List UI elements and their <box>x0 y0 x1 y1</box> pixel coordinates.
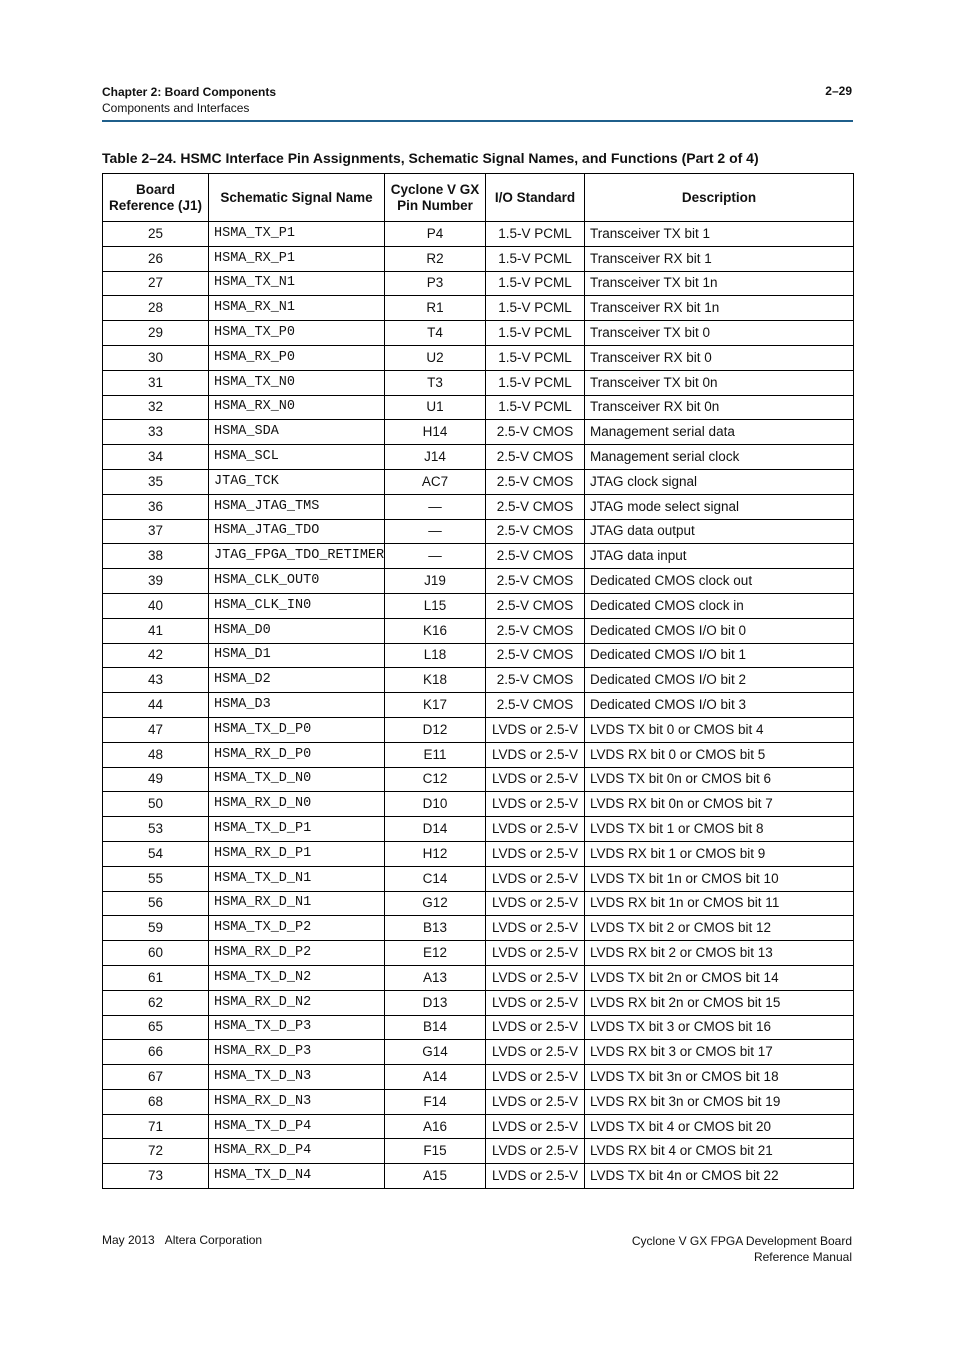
cell-pin-number: P4 <box>385 222 486 247</box>
table-row <box>103 1139 854 1164</box>
cell-pin-number: K16 <box>385 618 486 643</box>
col-header-board-ref-line1: Board <box>135 181 175 197</box>
cell-description: LVDS TX bit 4n or CMOS bit 22 <box>585 1164 854 1189</box>
table-row <box>103 618 854 643</box>
cell-signal-name: HSMA_JTAG_TDO <box>209 519 385 544</box>
table-row <box>103 990 854 1015</box>
cell-pin-number: L15 <box>385 593 486 618</box>
table-row <box>103 1164 854 1189</box>
footer-doc-type: Reference Manual <box>753 1250 852 1264</box>
cell-pin-number: F14 <box>385 1089 486 1114</box>
cell-signal-name: HSMA_TX_D_P2 <box>209 916 385 941</box>
cell-board-ref: 65 <box>103 1015 209 1040</box>
table-row <box>103 420 854 445</box>
cell-pin-number: — <box>385 519 486 544</box>
cell-signal-name: HSMA_D3 <box>209 693 385 718</box>
cell-io-standard: 1.5-V PCML <box>486 345 585 370</box>
cell-description: JTAG clock signal <box>585 469 854 494</box>
cell-signal-name: HSMA_RX_P1 <box>209 246 385 271</box>
cell-board-ref: 55 <box>103 866 209 891</box>
cell-pin-number: F15 <box>385 1139 486 1164</box>
cell-signal-name: HSMA_RX_N0 <box>209 395 385 420</box>
cell-board-ref: 62 <box>103 990 209 1015</box>
cell-description: Management serial clock <box>585 445 854 470</box>
cell-pin-number: H12 <box>385 841 486 866</box>
table-row <box>103 1040 854 1065</box>
cell-signal-name: HSMA_TX_D_P4 <box>209 1114 385 1139</box>
cell-io-standard: LVDS or 2.5-V <box>486 742 585 767</box>
cell-pin-number: E12 <box>385 941 486 966</box>
cell-board-ref: 40 <box>103 593 209 618</box>
cell-io-standard: LVDS or 2.5-V <box>486 1114 585 1139</box>
running-header <box>102 84 276 116</box>
cell-pin-number: P3 <box>385 271 486 296</box>
cell-io-standard: 2.5-V CMOS <box>486 519 585 544</box>
cell-io-standard: 2.5-V CMOS <box>486 593 585 618</box>
table-header-row <box>103 174 854 222</box>
cell-description: Dedicated CMOS clock in <box>585 593 854 618</box>
table-row <box>103 1015 854 1040</box>
cell-signal-name: HSMA_RX_D_P0 <box>209 742 385 767</box>
cell-board-ref: 61 <box>103 965 209 990</box>
cell-io-standard: LVDS or 2.5-V <box>486 1164 585 1189</box>
cell-board-ref: 72 <box>103 1139 209 1164</box>
table-row <box>103 1089 854 1114</box>
table-row <box>103 246 854 271</box>
cell-signal-name: HSMA_RX_D_N3 <box>209 1089 385 1114</box>
cell-pin-number: A13 <box>385 965 486 990</box>
cell-description: Transceiver RX bit 1n <box>585 296 854 321</box>
cell-signal-name: HSMA_D0 <box>209 618 385 643</box>
cell-board-ref: 68 <box>103 1089 209 1114</box>
cell-signal-name: HSMA_TX_D_P1 <box>209 817 385 842</box>
table-row <box>103 817 854 842</box>
cell-description: Dedicated CMOS clock out <box>585 569 854 594</box>
cell-pin-number: G14 <box>385 1040 486 1065</box>
table-row <box>103 941 854 966</box>
cell-signal-name: HSMA_SDA <box>209 420 385 445</box>
cell-board-ref: 48 <box>103 742 209 767</box>
table-row <box>103 370 854 395</box>
cell-signal-name: HSMA_RX_D_P2 <box>209 941 385 966</box>
cell-io-standard: LVDS or 2.5-V <box>486 767 585 792</box>
cell-description: LVDS RX bit 3 or CMOS bit 17 <box>585 1040 854 1065</box>
table-row <box>103 693 854 718</box>
cell-pin-number: D13 <box>385 990 486 1015</box>
cell-io-standard: 2.5-V CMOS <box>486 544 585 569</box>
table-row <box>103 395 854 420</box>
cell-description: Dedicated CMOS I/O bit 1 <box>585 643 854 668</box>
cell-signal-name: HSMA_RX_D_P1 <box>209 841 385 866</box>
cell-board-ref: 43 <box>103 668 209 693</box>
cell-signal-name: HSMA_RX_N1 <box>209 296 385 321</box>
cell-description: Transceiver TX bit 0 <box>585 321 854 346</box>
table-row <box>103 222 854 247</box>
cell-description: LVDS TX bit 0n or CMOS bit 6 <box>585 767 854 792</box>
cell-signal-name: HSMA_RX_D_P4 <box>209 1139 385 1164</box>
cell-io-standard: LVDS or 2.5-V <box>486 1089 585 1114</box>
table-row <box>103 569 854 594</box>
table-row <box>103 296 854 321</box>
cell-io-standard: 2.5-V CMOS <box>486 668 585 693</box>
table-row <box>103 1065 854 1090</box>
cell-description: LVDS TX bit 1n or CMOS bit 10 <box>585 866 854 891</box>
footer-right <box>632 1233 852 1265</box>
cell-io-standard: LVDS or 2.5-V <box>486 1015 585 1040</box>
cell-io-standard: 1.5-V PCML <box>486 370 585 395</box>
cell-pin-number: C12 <box>385 767 486 792</box>
cell-description: Dedicated CMOS I/O bit 2 <box>585 668 854 693</box>
cell-pin-number: D12 <box>385 717 486 742</box>
table-row <box>103 445 854 470</box>
cell-description: JTAG mode select signal <box>585 494 854 519</box>
footer-doc-title: Cyclone V GX FPGA Development Board <box>631 1234 852 1248</box>
table-row <box>103 792 854 817</box>
cell-pin-number: T4 <box>385 321 486 346</box>
cell-description: LVDS RX bit 0n or CMOS bit 7 <box>585 792 854 817</box>
cell-signal-name: HSMA_TX_D_N4 <box>209 1164 385 1189</box>
col-header-io-standard: I/O Standard <box>486 174 585 222</box>
col-header-pin-line1: Cyclone V GX <box>390 181 480 197</box>
cell-board-ref: 56 <box>103 891 209 916</box>
footer-left <box>102 1233 262 1247</box>
cell-pin-number: J14 <box>385 445 486 470</box>
cell-io-standard: LVDS or 2.5-V <box>486 866 585 891</box>
cell-board-ref: 44 <box>103 693 209 718</box>
table-row <box>103 345 854 370</box>
cell-board-ref: 25 <box>103 222 209 247</box>
cell-io-standard: 2.5-V CMOS <box>486 693 585 718</box>
cell-board-ref: 50 <box>103 792 209 817</box>
cell-board-ref: 60 <box>103 941 209 966</box>
cell-board-ref: 27 <box>103 271 209 296</box>
cell-description: Transceiver TX bit 1n <box>585 271 854 296</box>
cell-description: LVDS RX bit 3n or CMOS bit 19 <box>585 1089 854 1114</box>
cell-signal-name: HSMA_TX_D_N1 <box>209 866 385 891</box>
cell-io-standard: 1.5-V PCML <box>486 246 585 271</box>
cell-description: LVDS TX bit 4 or CMOS bit 20 <box>585 1114 854 1139</box>
col-header-description: Description <box>585 174 854 222</box>
cell-board-ref: 49 <box>103 767 209 792</box>
cell-signal-name: HSMA_TX_N1 <box>209 271 385 296</box>
cell-board-ref: 32 <box>103 395 209 420</box>
cell-pin-number: R2 <box>385 246 486 271</box>
cell-description: LVDS TX bit 3 or CMOS bit 16 <box>585 1015 854 1040</box>
cell-io-standard: LVDS or 2.5-V <box>486 990 585 1015</box>
cell-board-ref: 53 <box>103 817 209 842</box>
cell-board-ref: 42 <box>103 643 209 668</box>
cell-pin-number: D14 <box>385 817 486 842</box>
header-rule <box>102 120 853 122</box>
table-row <box>103 271 854 296</box>
cell-pin-number: A15 <box>385 1164 486 1189</box>
cell-signal-name: HSMA_RX_D_P3 <box>209 1040 385 1065</box>
cell-signal-name: HSMA_RX_P0 <box>209 345 385 370</box>
col-header-signal: Schematic Signal Name <box>209 174 385 222</box>
table-row <box>103 866 854 891</box>
cell-board-ref: 71 <box>103 1114 209 1139</box>
cell-description: LVDS TX bit 1 or CMOS bit 8 <box>585 817 854 842</box>
cell-board-ref: 28 <box>103 296 209 321</box>
table-row <box>103 767 854 792</box>
cell-io-standard: 2.5-V CMOS <box>486 469 585 494</box>
cell-description: Transceiver RX bit 1 <box>585 246 854 271</box>
cell-io-standard: 1.5-V PCML <box>486 296 585 321</box>
cell-pin-number: AC7 <box>385 469 486 494</box>
cell-pin-number: L18 <box>385 643 486 668</box>
cell-signal-name: HSMA_TX_D_N3 <box>209 1065 385 1090</box>
table-row <box>103 593 854 618</box>
cell-board-ref: 41 <box>103 618 209 643</box>
table-row <box>103 717 854 742</box>
cell-pin-number: R1 <box>385 296 486 321</box>
cell-signal-name: HSMA_CLK_OUT0 <box>209 569 385 594</box>
cell-io-standard: 1.5-V PCML <box>486 321 585 346</box>
cell-description: Transceiver TX bit 1 <box>585 222 854 247</box>
cell-pin-number: K17 <box>385 693 486 718</box>
page-number: 2–29 <box>825 84 852 98</box>
cell-signal-name: HSMA_SCL <box>209 445 385 470</box>
cell-description: JTAG data output <box>585 519 854 544</box>
cell-board-ref: 26 <box>103 246 209 271</box>
cell-io-standard: LVDS or 2.5-V <box>486 1040 585 1065</box>
cell-board-ref: 39 <box>103 569 209 594</box>
cell-io-standard: LVDS or 2.5-V <box>486 817 585 842</box>
cell-pin-number: C14 <box>385 866 486 891</box>
cell-io-standard: LVDS or 2.5-V <box>486 1065 585 1090</box>
table-row <box>103 965 854 990</box>
cell-io-standard: LVDS or 2.5-V <box>486 965 585 990</box>
section-title: Components and Interfaces <box>102 101 250 115</box>
cell-board-ref: 59 <box>103 916 209 941</box>
cell-description: LVDS RX bit 2n or CMOS bit 15 <box>585 990 854 1015</box>
cell-board-ref: 73 <box>103 1164 209 1189</box>
cell-pin-number: T3 <box>385 370 486 395</box>
cell-description: LVDS TX bit 3n or CMOS bit 18 <box>585 1065 854 1090</box>
cell-description: Management serial data <box>585 420 854 445</box>
table-row <box>103 321 854 346</box>
table-row <box>103 916 854 941</box>
cell-pin-number: B14 <box>385 1015 486 1040</box>
cell-pin-number: D10 <box>385 792 486 817</box>
cell-pin-number: U2 <box>385 345 486 370</box>
table-row <box>103 1114 854 1139</box>
col-header-board-ref <box>103 174 209 222</box>
cell-description: LVDS RX bit 2 or CMOS bit 13 <box>585 941 854 966</box>
cell-io-standard: 2.5-V CMOS <box>486 445 585 470</box>
cell-pin-number: A16 <box>385 1114 486 1139</box>
cell-board-ref: 31 <box>103 370 209 395</box>
cell-description: LVDS RX bit 4 or CMOS bit 21 <box>585 1139 854 1164</box>
table-caption: Table 2–24. HSMC Interface Pin Assignments, Schematic Signal Names, and Functions (Part 2 of 4) <box>102 150 759 166</box>
cell-io-standard: LVDS or 2.5-V <box>486 941 585 966</box>
cell-io-standard: LVDS or 2.5-V <box>486 1139 585 1164</box>
cell-signal-name: HSMA_CLK_IN0 <box>209 593 385 618</box>
cell-signal-name: HSMA_D2 <box>209 668 385 693</box>
table-row <box>103 519 854 544</box>
cell-io-standard: 2.5-V CMOS <box>486 569 585 594</box>
cell-pin-number: — <box>385 494 486 519</box>
cell-signal-name: HSMA_RX_D_N0 <box>209 792 385 817</box>
cell-description: LVDS TX bit 0 or CMOS bit 4 <box>585 717 854 742</box>
cell-board-ref: 29 <box>103 321 209 346</box>
cell-signal-name: HSMA_RX_D_N2 <box>209 990 385 1015</box>
cell-signal-name: HSMA_TX_P1 <box>209 222 385 247</box>
cell-signal-name: HSMA_TX_D_N0 <box>209 767 385 792</box>
cell-board-ref: 54 <box>103 841 209 866</box>
cell-signal-name: JTAG_TCK <box>209 469 385 494</box>
table-row <box>103 841 854 866</box>
cell-pin-number: H14 <box>385 420 486 445</box>
cell-board-ref: 33 <box>103 420 209 445</box>
table-row <box>103 668 854 693</box>
cell-description: LVDS TX bit 2n or CMOS bit 14 <box>585 965 854 990</box>
cell-pin-number: G12 <box>385 891 486 916</box>
cell-signal-name: JTAG_FPGA_TDO_RETIMER <box>209 544 385 569</box>
cell-board-ref: 66 <box>103 1040 209 1065</box>
cell-pin-number: K18 <box>385 668 486 693</box>
col-header-board-ref-line2: Reference (J1) <box>108 197 203 213</box>
cell-board-ref: 47 <box>103 717 209 742</box>
cell-signal-name: HSMA_JTAG_TMS <box>209 494 385 519</box>
pin-assignment-table <box>102 173 854 1189</box>
cell-board-ref: 37 <box>103 519 209 544</box>
table-row <box>103 544 854 569</box>
chapter-title: Chapter 2: Board Components <box>102 85 277 99</box>
cell-signal-name: HSMA_TX_N0 <box>209 370 385 395</box>
col-header-pin-line2: Pin Number <box>397 197 473 213</box>
cell-io-standard: 2.5-V CMOS <box>486 494 585 519</box>
cell-signal-name: HSMA_RX_D_N1 <box>209 891 385 916</box>
cell-pin-number: E11 <box>385 742 486 767</box>
cell-signal-name: HSMA_D1 <box>209 643 385 668</box>
cell-pin-number: B13 <box>385 916 486 941</box>
table-row <box>103 891 854 916</box>
cell-board-ref: 30 <box>103 345 209 370</box>
table-body <box>103 222 854 1189</box>
cell-io-standard: LVDS or 2.5-V <box>486 792 585 817</box>
cell-io-standard: LVDS or 2.5-V <box>486 891 585 916</box>
cell-description: LVDS RX bit 1 or CMOS bit 9 <box>585 841 854 866</box>
cell-io-standard: 1.5-V PCML <box>486 222 585 247</box>
cell-io-standard: LVDS or 2.5-V <box>486 717 585 742</box>
cell-io-standard: 1.5-V PCML <box>486 271 585 296</box>
cell-io-standard: 2.5-V CMOS <box>486 618 585 643</box>
cell-pin-number: U1 <box>385 395 486 420</box>
cell-description: Dedicated CMOS I/O bit 3 <box>585 693 854 718</box>
cell-board-ref: 35 <box>103 469 209 494</box>
cell-io-standard: 2.5-V CMOS <box>486 420 585 445</box>
cell-description: LVDS RX bit 1n or CMOS bit 11 <box>585 891 854 916</box>
cell-board-ref: 36 <box>103 494 209 519</box>
cell-description: Transceiver TX bit 0n <box>585 370 854 395</box>
cell-description: LVDS TX bit 2 or CMOS bit 12 <box>585 916 854 941</box>
table-row <box>103 742 854 767</box>
col-header-pin <box>385 174 486 222</box>
table-row <box>103 643 854 668</box>
cell-description: Transceiver RX bit 0n <box>585 395 854 420</box>
cell-io-standard: LVDS or 2.5-V <box>486 916 585 941</box>
cell-signal-name: HSMA_TX_P0 <box>209 321 385 346</box>
cell-io-standard: LVDS or 2.5-V <box>486 841 585 866</box>
cell-description: JTAG data input <box>585 544 854 569</box>
footer-date: May 2013 <box>102 1233 155 1247</box>
cell-board-ref: 38 <box>103 544 209 569</box>
footer-company: Altera Corporation <box>164 1233 263 1247</box>
cell-description: Dedicated CMOS I/O bit 0 <box>585 618 854 643</box>
cell-pin-number: J19 <box>385 569 486 594</box>
cell-description: LVDS RX bit 0 or CMOS bit 5 <box>585 742 854 767</box>
cell-board-ref: 67 <box>103 1065 209 1090</box>
cell-pin-number: — <box>385 544 486 569</box>
cell-io-standard: 1.5-V PCML <box>486 395 585 420</box>
cell-pin-number: A14 <box>385 1065 486 1090</box>
cell-signal-name: HSMA_TX_D_N2 <box>209 965 385 990</box>
table-row <box>103 469 854 494</box>
table-row <box>103 494 854 519</box>
cell-io-standard: 2.5-V CMOS <box>486 643 585 668</box>
cell-board-ref: 34 <box>103 445 209 470</box>
cell-signal-name: HSMA_TX_D_P0 <box>209 717 385 742</box>
cell-description: Transceiver RX bit 0 <box>585 345 854 370</box>
cell-signal-name: HSMA_TX_D_P3 <box>209 1015 385 1040</box>
